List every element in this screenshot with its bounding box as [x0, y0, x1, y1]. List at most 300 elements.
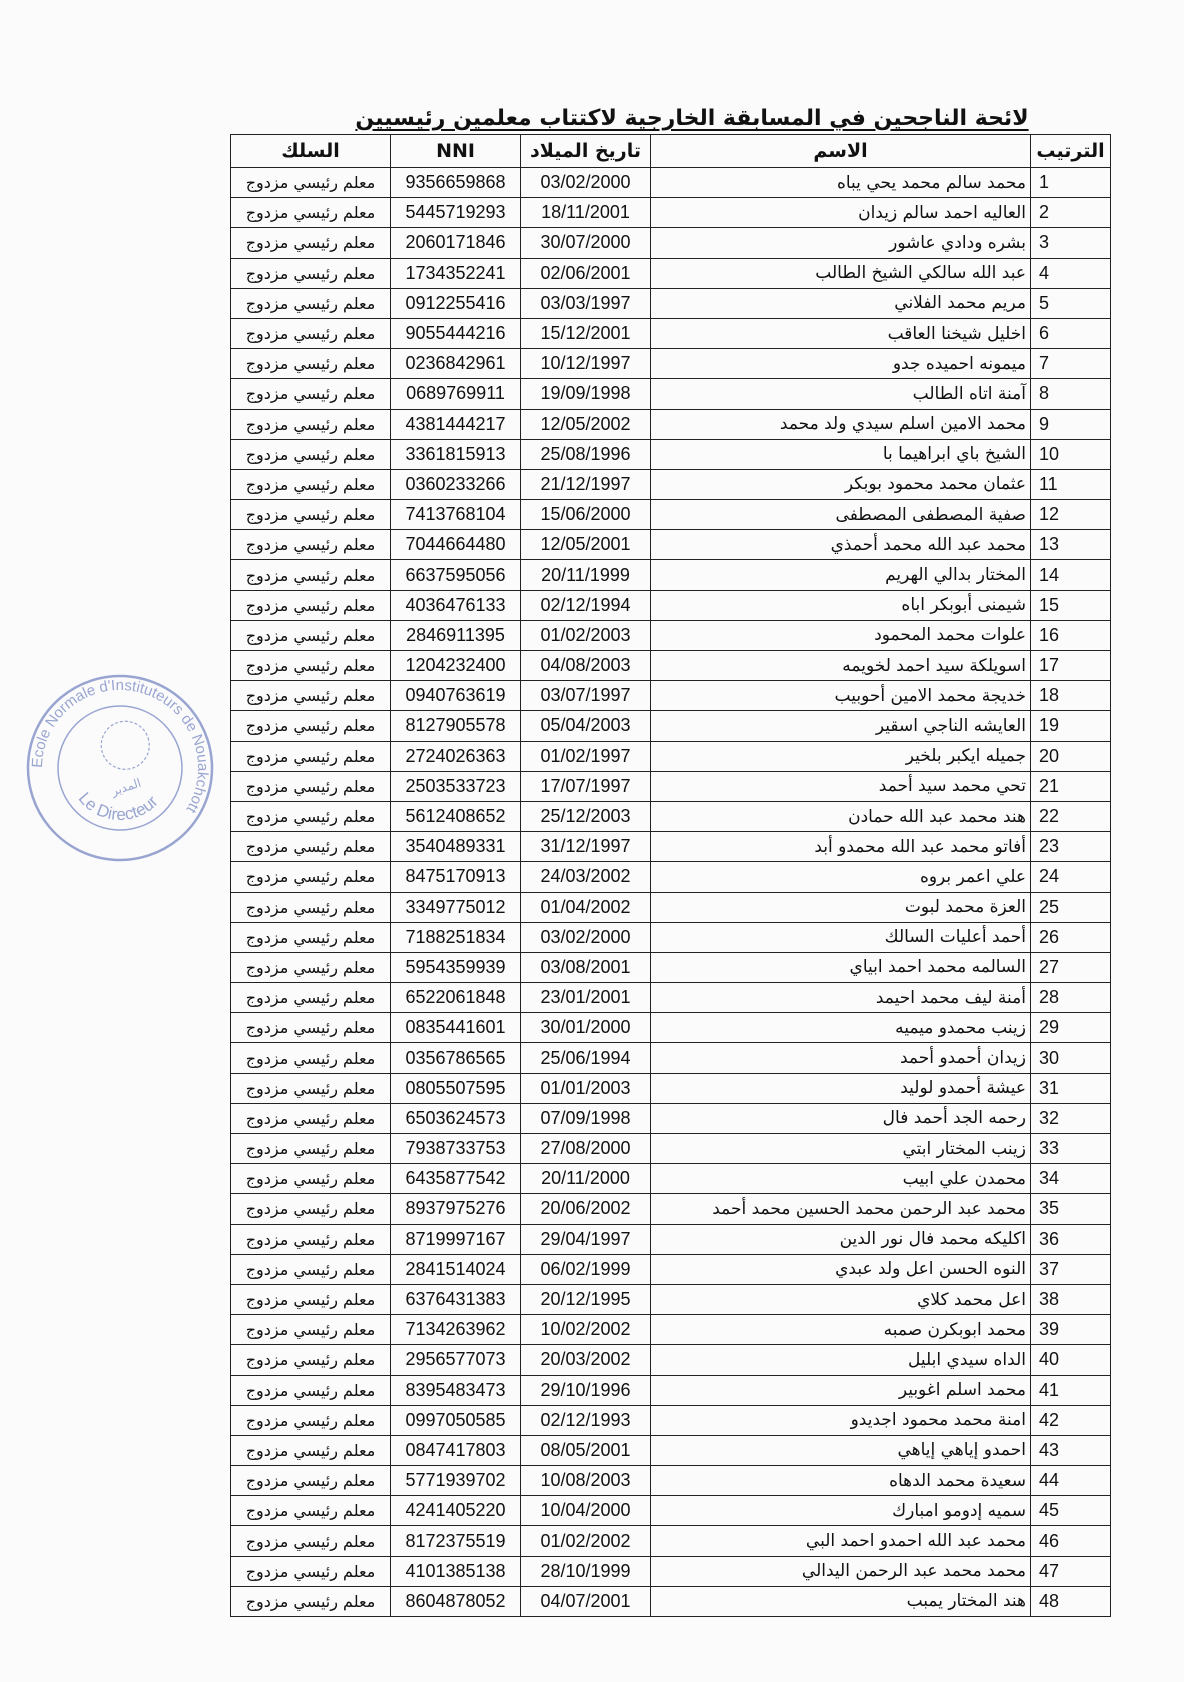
dob-cell: 02/06/2001 [521, 258, 651, 288]
nni-cell: 4036476133 [391, 590, 521, 620]
rank-cell: 26 [1031, 922, 1111, 952]
corps-cell: معلم رئيسي مزدوج [231, 1134, 391, 1164]
corps-cell: معلم رئيسي مزدوج [231, 409, 391, 439]
name-cell: ميمونه احميده جدو [651, 349, 1031, 379]
corps-cell: معلم رئيسي مزدوج [231, 1466, 391, 1496]
table-row [231, 862, 1111, 892]
name-cell: رحمه الجد أحمد فال [651, 1103, 1031, 1133]
table-row [231, 741, 1111, 771]
dob-cell: 03/07/1997 [521, 681, 651, 711]
nni-cell: 5954359939 [391, 952, 521, 982]
corps-cell: معلم رئيسي مزدوج [231, 560, 391, 590]
nni-cell: 7938733753 [391, 1134, 521, 1164]
nni-cell: 7044664480 [391, 530, 521, 560]
nni-cell: 3540489331 [391, 832, 521, 862]
corps-cell: معلم رئيسي مزدوج [231, 1496, 391, 1526]
header-rank: الترتيب [1031, 135, 1111, 168]
table-row [231, 1345, 1111, 1375]
dob-cell: 02/12/1994 [521, 590, 651, 620]
dob-cell: 10/04/2000 [521, 1496, 651, 1526]
name-cell: السالمه محمد احمد ابياي [651, 952, 1031, 982]
rank-cell: 47 [1031, 1556, 1111, 1586]
dob-cell: 10/12/1997 [521, 349, 651, 379]
nni-cell: 4381444217 [391, 409, 521, 439]
rank-cell: 20 [1031, 741, 1111, 771]
corps-cell: معلم رئيسي مزدوج [231, 258, 391, 288]
rank-cell: 34 [1031, 1164, 1111, 1194]
dob-cell: 15/12/2001 [521, 318, 651, 348]
dob-cell: 25/08/1996 [521, 439, 651, 469]
rank-cell: 13 [1031, 530, 1111, 560]
nni-cell: 5612408652 [391, 801, 521, 831]
table-row [231, 1254, 1111, 1284]
table-row [231, 832, 1111, 862]
corps-cell: معلم رئيسي مزدوج [231, 1043, 391, 1073]
corps-cell: معلم رئيسي مزدوج [231, 681, 391, 711]
dob-cell: 30/01/2000 [521, 1013, 651, 1043]
corps-cell: معلم رئيسي مزدوج [231, 530, 391, 560]
table-row [231, 681, 1111, 711]
header-name: الاسم [651, 135, 1031, 168]
rank-cell: 22 [1031, 801, 1111, 831]
dob-cell: 21/12/1997 [521, 469, 651, 499]
name-cell: محمد سالم محمد يحي يباه [651, 168, 1031, 198]
rank-cell: 3 [1031, 228, 1111, 258]
corps-cell: معلم رئيسي مزدوج [231, 983, 391, 1013]
stamp-director-ar: المدير [109, 775, 143, 799]
table-row [231, 1375, 1111, 1405]
dob-cell: 03/03/1997 [521, 288, 651, 318]
rank-cell: 2 [1031, 198, 1111, 228]
name-cell: محمد ابوبكرن صمبه [651, 1315, 1031, 1345]
nni-cell: 4101385138 [391, 1556, 521, 1586]
dob-cell: 19/09/1998 [521, 379, 651, 409]
rank-cell: 12 [1031, 500, 1111, 530]
corps-cell: معلم رئيسي مزدوج [231, 590, 391, 620]
dob-cell: 01/02/2003 [521, 620, 651, 650]
dob-cell: 08/05/2001 [521, 1435, 651, 1465]
rank-cell: 5 [1031, 288, 1111, 318]
corps-cell: معلم رئيسي مزدوج [231, 469, 391, 499]
nni-cell: 2724026363 [391, 741, 521, 771]
nni-cell: 8475170913 [391, 862, 521, 892]
table-row [231, 168, 1111, 198]
rank-cell: 41 [1031, 1375, 1111, 1405]
table-row [231, 1586, 1111, 1616]
dob-cell: 01/01/2003 [521, 1073, 651, 1103]
dob-cell: 20/12/1995 [521, 1284, 651, 1314]
name-cell: محمد الامين اسلم سيدي ولد محمد [651, 409, 1031, 439]
corps-cell: معلم رئيسي مزدوج [231, 651, 391, 681]
table-row [231, 711, 1111, 741]
table-row [231, 1466, 1111, 1496]
table-row [231, 349, 1111, 379]
table-row [231, 228, 1111, 258]
nni-cell: 9055444216 [391, 318, 521, 348]
corps-cell: معلم رئيسي مزدوج [231, 1103, 391, 1133]
rank-cell: 33 [1031, 1134, 1111, 1164]
table-row [231, 1496, 1111, 1526]
corps-cell: معلم رئيسي مزدوج [231, 1375, 391, 1405]
name-cell: أحمد أعليات السالك [651, 922, 1031, 952]
name-cell: محمد اسلم اغوبير [651, 1375, 1031, 1405]
table-row [231, 1315, 1111, 1345]
table-row [231, 771, 1111, 801]
rank-cell: 35 [1031, 1194, 1111, 1224]
rank-cell: 24 [1031, 862, 1111, 892]
name-cell: احمدو إياهي إياهي [651, 1435, 1031, 1465]
name-cell: اعل محمد كلاي [651, 1284, 1031, 1314]
rank-cell: 31 [1031, 1073, 1111, 1103]
table-row [231, 590, 1111, 620]
name-cell: محمدن علي ابيب [651, 1164, 1031, 1194]
nni-cell: 2060171846 [391, 228, 521, 258]
nni-cell: 2846911395 [391, 620, 521, 650]
name-cell: اخليل شيخنا العاقب [651, 318, 1031, 348]
name-cell: اسويلكة سيد احمد لخويمه [651, 651, 1031, 681]
name-cell: علي اعمر بروه [651, 862, 1031, 892]
corps-cell: معلم رئيسي مزدوج [231, 228, 391, 258]
nni-cell: 5771939702 [391, 1466, 521, 1496]
name-cell: النوه الحسن اعل ولد عبدي [651, 1254, 1031, 1284]
name-cell: العاليه احمد سالم زيدان [651, 198, 1031, 228]
dob-cell: 31/12/1997 [521, 832, 651, 862]
header-corps: السلك [231, 135, 391, 168]
rank-cell: 37 [1031, 1254, 1111, 1284]
table-row [231, 409, 1111, 439]
dob-cell: 04/07/2001 [521, 1586, 651, 1616]
dob-cell: 12/05/2001 [521, 530, 651, 560]
name-cell: محمد محمد عبد الرحمن اليدالي [651, 1556, 1031, 1586]
nni-cell: 0912255416 [391, 288, 521, 318]
nni-cell: 8719997167 [391, 1224, 521, 1254]
dob-cell: 10/08/2003 [521, 1466, 651, 1496]
table-row [231, 1224, 1111, 1254]
dob-cell: 20/11/1999 [521, 560, 651, 590]
corps-cell: معلم رئيسي مزدوج [231, 1526, 391, 1556]
rank-cell: 25 [1031, 892, 1111, 922]
rank-cell: 1 [1031, 168, 1111, 198]
nni-cell: 0940763619 [391, 681, 521, 711]
rank-cell: 21 [1031, 771, 1111, 801]
dob-cell: 29/10/1996 [521, 1375, 651, 1405]
corps-cell: معلم رئيسي مزدوج [231, 1345, 391, 1375]
table-row [231, 620, 1111, 650]
nni-cell: 2956577073 [391, 1345, 521, 1375]
dob-cell: 12/05/2002 [521, 409, 651, 439]
rank-cell: 38 [1031, 1284, 1111, 1314]
corps-cell: معلم رئيسي مزدوج [231, 801, 391, 831]
name-cell: علوات محمد المحمود [651, 620, 1031, 650]
table-row [231, 1134, 1111, 1164]
rank-cell: 42 [1031, 1405, 1111, 1435]
nni-cell: 7188251834 [391, 922, 521, 952]
corps-cell: معلم رئيسي مزدوج [231, 1315, 391, 1345]
dob-cell: 03/02/2000 [521, 922, 651, 952]
stamp-latin-text: Ecole Normale d'Instituteurs de Nouakchott [28, 676, 212, 816]
name-cell: بشره ودادي عاشور [651, 228, 1031, 258]
rank-cell: 27 [1031, 952, 1111, 982]
dob-cell: 01/04/2002 [521, 892, 651, 922]
results-table-container [230, 134, 1111, 1617]
dob-cell: 24/03/2002 [521, 862, 651, 892]
corps-cell: معلم رئيسي مزدوج [231, 1224, 391, 1254]
name-cell: امنة محمد محمود اجديدو [651, 1405, 1031, 1435]
table-row [231, 1435, 1111, 1465]
dob-cell: 15/06/2000 [521, 500, 651, 530]
corps-cell: معلم رئيسي مزدوج [231, 1284, 391, 1314]
rank-cell: 40 [1031, 1345, 1111, 1375]
corps-cell: معلم رئيسي مزدوج [231, 711, 391, 741]
nni-cell: 8937975276 [391, 1194, 521, 1224]
name-cell: العزة محمد لبوت [651, 892, 1031, 922]
dob-cell: 25/06/1994 [521, 1043, 651, 1073]
rank-cell: 39 [1031, 1315, 1111, 1345]
nni-cell: 2841514024 [391, 1254, 521, 1284]
dob-cell: 18/11/2001 [521, 198, 651, 228]
header-dob: تاريخ الميلاد [521, 135, 651, 168]
rank-cell: 48 [1031, 1586, 1111, 1616]
table-row [231, 1164, 1111, 1194]
table-row [231, 530, 1111, 560]
rank-cell: 17 [1031, 651, 1111, 681]
name-cell: هند المختار يمبب [651, 1586, 1031, 1616]
dob-cell: 23/01/2001 [521, 983, 651, 1013]
table-row [231, 560, 1111, 590]
nni-cell: 6637595056 [391, 560, 521, 590]
table-header-row [231, 135, 1111, 168]
corps-cell: معلم رئيسي مزدوج [231, 771, 391, 801]
corps-cell: معلم رئيسي مزدوج [231, 922, 391, 952]
nni-cell: 0236842961 [391, 349, 521, 379]
nni-cell: 2503533723 [391, 771, 521, 801]
corps-cell: معلم رئيسي مزدوج [231, 1254, 391, 1284]
corps-cell: معلم رئيسي مزدوج [231, 379, 391, 409]
table-row [231, 1043, 1111, 1073]
nni-cell: 0835441601 [391, 1013, 521, 1043]
dob-cell: 20/03/2002 [521, 1345, 651, 1375]
nni-cell: 6522061848 [391, 983, 521, 1013]
dob-cell: 25/12/2003 [521, 801, 651, 831]
nni-cell: 0997050585 [391, 1405, 521, 1435]
dob-cell: 30/07/2000 [521, 228, 651, 258]
nni-cell: 6435877542 [391, 1164, 521, 1194]
name-cell: عثمان محمد محمود بوبكر [651, 469, 1031, 499]
corps-cell: معلم رئيسي مزدوج [231, 1013, 391, 1043]
table-row [231, 469, 1111, 499]
nni-cell: 9356659868 [391, 168, 521, 198]
name-cell: عبد الله سالكي الشيخ الطالب [651, 258, 1031, 288]
table-row [231, 1405, 1111, 1435]
rank-cell: 18 [1031, 681, 1111, 711]
corps-cell: معلم رئيسي مزدوج [231, 288, 391, 318]
table-row [231, 1194, 1111, 1224]
table-row [231, 801, 1111, 831]
table-row [231, 379, 1111, 409]
rank-cell: 9 [1031, 409, 1111, 439]
name-cell: محمد عبد الله احمدو احمد البي [651, 1526, 1031, 1556]
dob-cell: 06/02/1999 [521, 1254, 651, 1284]
page-title: لائحة الناجحين في المسابقة الخارجية لاكتتاب معلمين رئيسيين [355, 106, 1029, 131]
name-cell: سميه إدومو امبارك [651, 1496, 1031, 1526]
nni-cell: 0689769911 [391, 379, 521, 409]
corps-cell: معلم رئيسي مزدوج [231, 500, 391, 530]
rank-cell: 11 [1031, 469, 1111, 499]
corps-cell: معلم رئيسي مزدوج [231, 318, 391, 348]
rank-cell: 23 [1031, 832, 1111, 862]
table-row [231, 288, 1111, 318]
school-stamp [20, 668, 220, 868]
rank-cell: 19 [1031, 711, 1111, 741]
rank-cell: 10 [1031, 439, 1111, 469]
rank-cell: 14 [1031, 560, 1111, 590]
name-cell: أمنة ليف محمد احيمد [651, 983, 1031, 1013]
name-cell: محمد عبد الرحمن محمد الحسين محمد أحمد [651, 1194, 1031, 1224]
dob-cell: 02/12/1993 [521, 1405, 651, 1435]
table-row [231, 318, 1111, 348]
table-row [231, 651, 1111, 681]
name-cell: المختار بدالي الهريم [651, 560, 1031, 590]
name-cell: جميله ايكبر بلخير [651, 741, 1031, 771]
dob-cell: 03/02/2000 [521, 168, 651, 198]
name-cell: هند محمد عبد الله حمادن [651, 801, 1031, 831]
rank-cell: 36 [1031, 1224, 1111, 1254]
dob-cell: 20/06/2002 [521, 1194, 651, 1224]
nni-cell: 0805507595 [391, 1073, 521, 1103]
nni-cell: 3361815913 [391, 439, 521, 469]
table-row [231, 922, 1111, 952]
dob-cell: 20/11/2000 [521, 1164, 651, 1194]
corps-cell: معلم رئيسي مزدوج [231, 1586, 391, 1616]
dob-cell: 05/04/2003 [521, 711, 651, 741]
rank-cell: 29 [1031, 1013, 1111, 1043]
dob-cell: 28/10/1999 [521, 1556, 651, 1586]
rank-cell: 4 [1031, 258, 1111, 288]
name-cell: اكليكه محمد فال نور الدين [651, 1224, 1031, 1254]
svg-text:Ecole Normale d'Instituteurs d [20, 668, 220, 861]
name-cell: الداه سيدي ابليل [651, 1345, 1031, 1375]
table-row [231, 198, 1111, 228]
corps-cell: معلم رئيسي مزدوج [231, 168, 391, 198]
name-cell: زيدان أحمدو أحمد [651, 1043, 1031, 1073]
nni-cell: 6376431383 [391, 1284, 521, 1314]
rank-cell: 32 [1031, 1103, 1111, 1133]
nni-cell: 8172375519 [391, 1526, 521, 1556]
table-row [231, 892, 1111, 922]
nni-cell: 4241405220 [391, 1496, 521, 1526]
dob-cell: 04/08/2003 [521, 651, 651, 681]
corps-cell: معلم رئيسي مزدوج [231, 1194, 391, 1224]
corps-cell: معلم رئيسي مزدوج [231, 1164, 391, 1194]
rank-cell: 8 [1031, 379, 1111, 409]
nni-cell: 7134263962 [391, 1315, 521, 1345]
corps-cell: معلم رئيسي مزدوج [231, 832, 391, 862]
corps-cell: معلم رئيسي مزدوج [231, 439, 391, 469]
table-row [231, 500, 1111, 530]
corps-cell: معلم رئيسي مزدوج [231, 1435, 391, 1465]
table-row [231, 1073, 1111, 1103]
table-row [231, 952, 1111, 982]
name-cell: زينب المختار ابتي [651, 1134, 1031, 1164]
rank-cell: 16 [1031, 620, 1111, 650]
name-cell: أفاتو محمد عبد الله محمدو أبد [651, 832, 1031, 862]
rank-cell: 45 [1031, 1496, 1111, 1526]
name-cell: تحي محمد سيد أحمد [651, 771, 1031, 801]
name-cell: مريم محمد الفلاني [651, 288, 1031, 318]
name-cell: الشيخ باي ابراهيما با [651, 439, 1031, 469]
corps-cell: معلم رئيسي مزدوج [231, 1556, 391, 1586]
corps-cell: معلم رئيسي مزدوج [231, 892, 391, 922]
table-row [231, 983, 1111, 1013]
rank-cell: 44 [1031, 1466, 1111, 1496]
table-row [231, 1013, 1111, 1043]
name-cell: صفية المصطفى المصطفى [651, 500, 1031, 530]
rank-cell: 46 [1031, 1526, 1111, 1556]
nni-cell: 6503624573 [391, 1103, 521, 1133]
nni-cell: 8604878052 [391, 1586, 521, 1616]
name-cell: خديجة محمد الامين أحوبيب [651, 681, 1031, 711]
nni-cell: 5445719293 [391, 198, 521, 228]
dob-cell: 29/04/1997 [521, 1224, 651, 1254]
dob-cell: 07/09/1998 [521, 1103, 651, 1133]
header-nni: NNI [391, 135, 521, 168]
dob-cell: 10/02/2002 [521, 1315, 651, 1345]
name-cell: محمد عبد الله محمد أحمذي [651, 530, 1031, 560]
table-row [231, 258, 1111, 288]
table-row [231, 1284, 1111, 1314]
nni-cell: 1734352241 [391, 258, 521, 288]
name-cell: عيشة أحمدو لوليد [651, 1073, 1031, 1103]
dob-cell: 01/02/1997 [521, 741, 651, 771]
table-body [231, 168, 1111, 1617]
nni-cell: 7413768104 [391, 500, 521, 530]
table-row [231, 1556, 1111, 1586]
name-cell: زينب محمدو ميميه [651, 1013, 1031, 1043]
rank-cell: 43 [1031, 1435, 1111, 1465]
nni-cell: 3349775012 [391, 892, 521, 922]
name-cell: سعيدة محمد الدهاه [651, 1466, 1031, 1496]
corps-cell: معلم رئيسي مزدوج [231, 741, 391, 771]
corps-cell: معلم رئيسي مزدوج [231, 198, 391, 228]
stamp-director-text: Le Directeur [74, 788, 162, 825]
rank-cell: 15 [1031, 590, 1111, 620]
table-row [231, 1103, 1111, 1133]
corps-cell: معلم رئيسي مزدوج [231, 349, 391, 379]
corps-cell: معلم رئيسي مزدوج [231, 862, 391, 892]
svg-text:Le Directeur [72, 769, 164, 838]
nni-cell: 0356786565 [391, 1043, 521, 1073]
nni-cell: 1204232400 [391, 651, 521, 681]
dob-cell: 01/02/2002 [521, 1526, 651, 1556]
corps-cell: معلم رئيسي مزدوج [231, 1073, 391, 1103]
name-cell: آمنة اتاه الطالب [651, 379, 1031, 409]
table-row [231, 439, 1111, 469]
name-cell: شيمنى أبوبكر اباه [651, 590, 1031, 620]
nni-cell: 0360233266 [391, 469, 521, 499]
table-row [231, 1526, 1111, 1556]
dob-cell: 17/07/1997 [521, 771, 651, 801]
corps-cell: معلم رئيسي مزدوج [231, 952, 391, 982]
nni-cell: 0847417803 [391, 1435, 521, 1465]
name-cell: العايشه الناجي اسقير [651, 711, 1031, 741]
corps-cell: معلم رئيسي مزدوج [231, 1405, 391, 1435]
nni-cell: 8127905578 [391, 711, 521, 741]
rank-cell: 28 [1031, 983, 1111, 1013]
rank-cell: 30 [1031, 1043, 1111, 1073]
dob-cell: 27/08/2000 [521, 1134, 651, 1164]
dob-cell: 03/08/2001 [521, 952, 651, 982]
nni-cell: 8395483473 [391, 1375, 521, 1405]
